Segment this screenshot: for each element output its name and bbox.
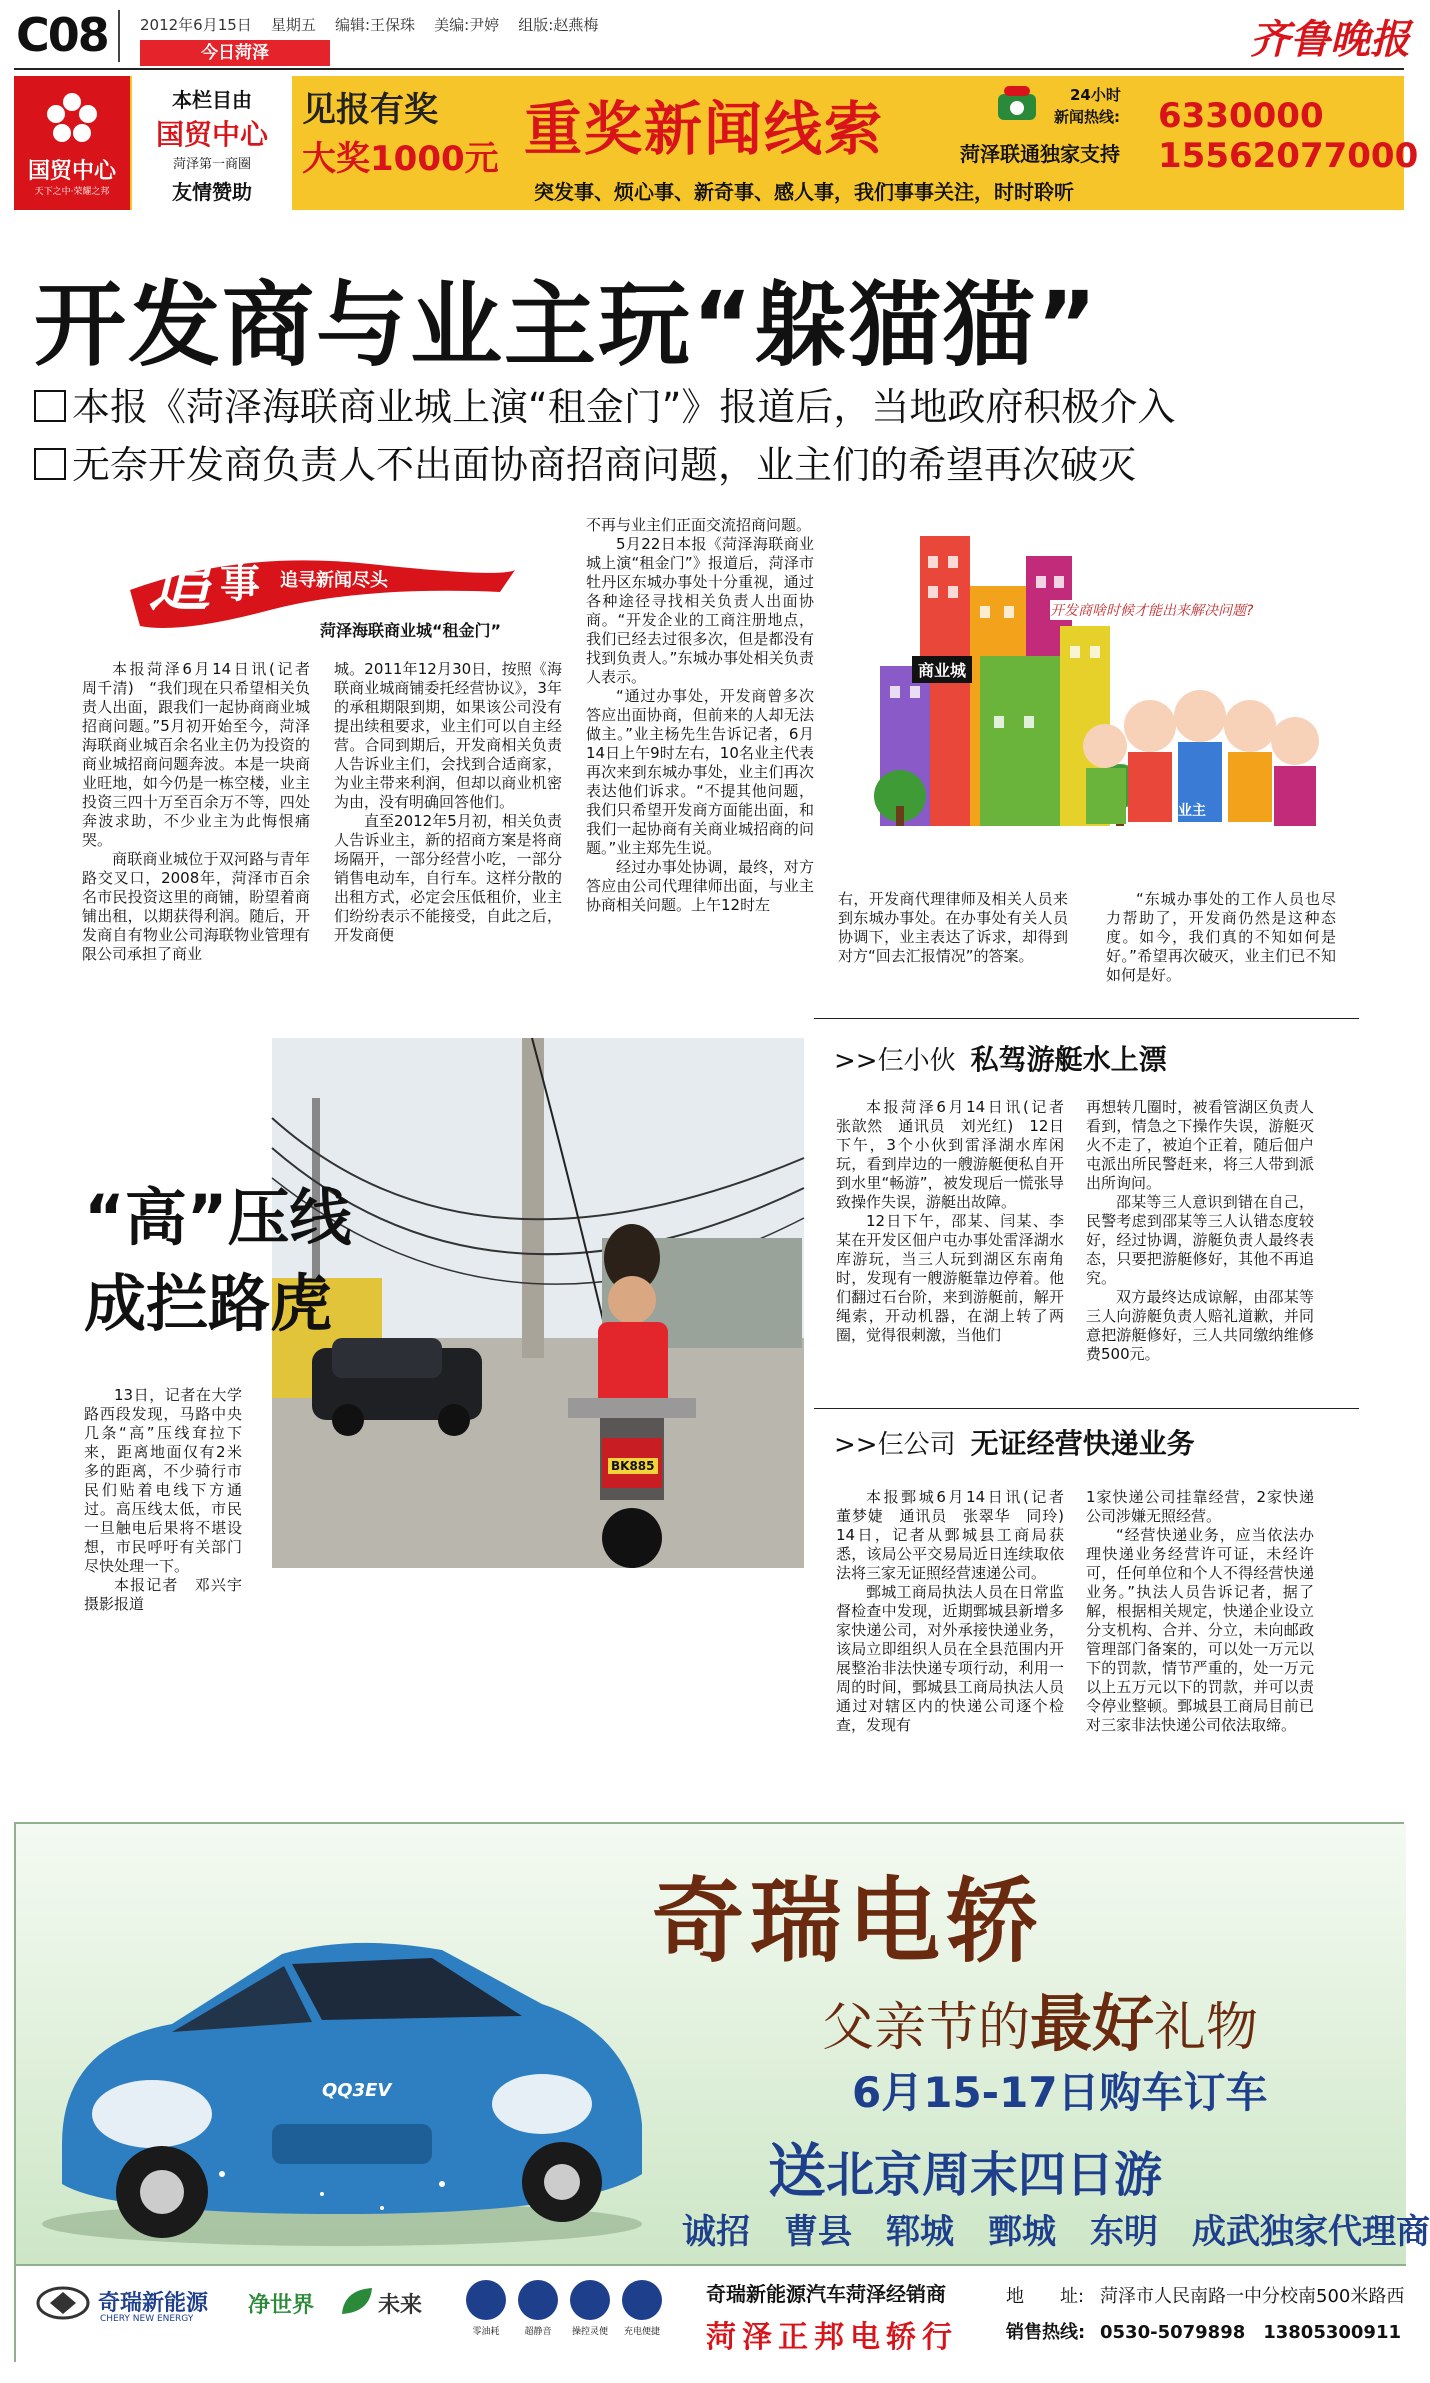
moto-plate: BK885 — [608, 1458, 658, 1474]
main-subhead-1-text: 本报《菏泽海联商业城上演“租金门”》报道后，当地政府积极介入 — [72, 385, 1176, 429]
ad-tagline — [822, 1974, 1258, 2063]
dealer-name-top: 奇瑞新能源汽车菏泽经销商 — [706, 2282, 946, 2306]
main-story-col3 — [586, 516, 814, 1012]
story3-colB — [1086, 1488, 1314, 1778]
cartoon-speech: 开发商啥时候才能出来解决问题? — [1050, 600, 1253, 620]
main-subhead-1 — [34, 376, 1175, 431]
reward-line1: 见报有奖 — [302, 90, 438, 130]
ad-gift-pre: 送 — [768, 2137, 827, 2205]
logo-weilai: 未来 — [378, 2293, 423, 2318]
main-headline: 开发商与业主玩“躲猫猫” — [34, 272, 1099, 379]
ad-headline: 重奖新闻线索 — [524, 95, 885, 163]
speaker-icon — [518, 2280, 558, 2320]
story3-headline: 无证经营快递业务 — [970, 1427, 1195, 1460]
cartoon-building-sign: 商业城 — [912, 656, 972, 683]
sponsor-name: 国贸中心 — [155, 118, 268, 151]
issue-weekday: 星期五 — [270, 16, 316, 34]
reward-line2: 大奖1000元 — [302, 139, 499, 179]
masthead-logo: 齐鲁晚报 — [1250, 16, 1410, 63]
page-header — [0, 0, 1417, 68]
followup-tag — [120, 530, 520, 640]
feature-label: 充电便捷 — [623, 2327, 660, 2337]
leaf-icon — [340, 2286, 374, 2316]
header-divider — [118, 10, 120, 62]
section-tab[interactable]: 今日菏泽 — [140, 40, 330, 66]
followup-tag-word: 事 — [220, 561, 260, 607]
paragraph: 1家快递公司挂靠经营，2家快递公司涉嫌无照经营。 — [1086, 1488, 1314, 1525]
paragraph: 双方最终达成谅解，由邵某等三人向游艇负责人赔礼道歉，并同意把游艇修好，三人共同缴纳维修费500元。 — [1086, 1288, 1314, 1363]
cartoon-illustration — [860, 516, 1336, 880]
paragraph: 再想转几圈时，被看管湖区负责人看到，情急之下操作失误，游艇灭火不走了，被迫个正着，随后佃户屯派出所民警赶来，将三人带到派出所询问。 — [1086, 1098, 1314, 1192]
story2-colB — [1086, 1098, 1314, 1388]
ad-gift — [768, 2124, 1162, 2208]
sales-hotline-label: 销售热线: — [1006, 2322, 1086, 2343]
car-image — [22, 1924, 662, 2254]
ad-footer — [16, 2264, 1406, 2366]
main-story-col2 — [334, 660, 562, 1012]
paragraph: 本报鄄城6月14日讯(记者 董梦婕 通讯员 张翠华 同玲) 14日，记者从鄄城县工商局获悉，该局公平交易局近日连续取依法将三家无证照经营速递公司。 — [836, 1488, 1080, 1582]
paragraph: 邵某等三人意识到错在自己，民警考虑到邵某等三人认错态度较好，经过协调，游艇负责人最终表态，只要把游艇修好，其他不再追究。 — [1086, 1193, 1314, 1287]
hotline-phone1[interactable]: 6330000 — [1158, 96, 1324, 136]
ad-dealers: 诚招 曹县 郓城 鄄城 东明 成武独家代理商 — [682, 2212, 1430, 2252]
editor-credit: 编辑:王保珠 — [334, 16, 416, 34]
photo-caption — [84, 1386, 258, 1613]
main-subhead-2-text: 无奈开发商负责人不出面协商招商问题，业主们的希望再次破灭 — [72, 443, 1137, 487]
feature-label: 操控灵便 — [571, 2327, 608, 2337]
cartoon-owner-label: 业主 — [1178, 803, 1206, 819]
news-photo — [272, 1038, 804, 1568]
sponsor-logo-block — [14, 76, 130, 210]
paragraph: 直至2012年5月初，相关负责人告诉业主，新的招商方案是将商场隔开，一部分经营小吃，一部分销售电动车，自行车。这样分散的出租方式，必定会压低租价，业主们纷纷表示不能接受，自此之后，开发商便 — [334, 812, 562, 944]
hotline-label1: 24小时 — [1070, 86, 1121, 104]
main-story-col1 — [82, 660, 326, 1012]
logo-jingshijie: 净世界 — [248, 2293, 315, 2318]
main-subhead-2 — [34, 434, 1136, 489]
paragraph: 本报菏泽6月14日讯(记者 张歆然 通讯员 刘光红) 12日下午，3个小伙到雷泽湖水库闲玩，看到岸边的一艘游艇便私自开到水里“畅游”，被发现后一慌张导致操作失误，游艇出故障。 — [836, 1098, 1080, 1211]
steering-icon — [570, 2280, 610, 2320]
phone-icon — [994, 84, 1040, 124]
ad-tagline-pre: 父亲节的 — [822, 1998, 1031, 2058]
layout-credit: 组版:赵燕梅 — [518, 16, 599, 34]
ad-tagline-em: 最好 — [1030, 1987, 1155, 2060]
sponsor-line3: 友情赞助 — [172, 180, 252, 204]
page-code: C08 — [16, 8, 108, 62]
paragraph: 商联商业城位于双河路与青年路交叉口，2008年，菏泽市百余名市民投资这里的商铺，盼望着商铺出租，以期获得利润。随后，开发商自有物业公司海联物业管理有限公司承担了商业 — [82, 850, 310, 963]
ad-gift-text: 北京周末四日游 — [826, 2147, 1163, 2203]
logo-chery-ne-en: CHERY NEW ENERGY — [100, 2314, 194, 2324]
story3-colA — [836, 1488, 1080, 1778]
feature-label: 超静音 — [524, 2327, 552, 2337]
paragraph: “东城办事处的工作人员也尽力帮助了，开发商仍然是这种态度。如今，我们真的不知如何是好。”希望再次破灭，业主们已不知如何是好。 — [1106, 890, 1336, 984]
plug-icon — [622, 2280, 662, 2320]
top-ad-banner[interactable] — [14, 76, 1419, 210]
paragraph: “经营快递业务，应当依法办理快递业务经营许可证，未经许可，任何单位和个人不得经营快递业务。”执法人员告诉记者，据了解，根据相关规定，快递企业设立分支机构、合并、分立，未向邮政管理部门备案的，可以处一万元以下的罚款，情节严重的，处一万元以上五万元以下的罚款，并可以责令停业整顿。鄄城县工商局目前已对三家非法快递公司依法取缔。 — [1086, 1526, 1314, 1734]
story2-heading — [834, 1038, 1167, 1078]
header-meta — [140, 14, 598, 35]
bottom-ad[interactable] — [14, 1822, 1430, 2362]
sponsor-line1: 本栏目由 — [172, 88, 252, 112]
followup-topic: 菏泽海联商业城“租金门” — [320, 621, 502, 640]
ad-support: 菏泽联通独家支持 — [960, 142, 1120, 166]
paragraph: 经过办事处协调，最终，对方答应由公司代理律师出面，与业主协商相关问题。上午12时左 — [586, 858, 814, 914]
photo-headline-2: 成拦路虎 — [84, 1267, 333, 1340]
ad-dates: 6月15-17日购车订车 — [852, 2068, 1268, 2117]
fuel-icon — [466, 2280, 506, 2320]
followup-tag-slogan: 追寻新闻尽头 — [280, 570, 388, 591]
checkbox-icon — [34, 390, 66, 422]
photo-credit: 本报记者 邓兴宇 摄影报道 — [84, 1576, 258, 1613]
paragraph: 13日，记者在大学路西段发现，马路中央几条“高”压线耷拉下来，距离地面仅有2米多的距离，不少骑行市民们贴着电线下方通过。高压线太低，市民一旦触电后果将不堪设想，市民呼吁有关部门尽快处理一下。 — [84, 1386, 242, 1575]
section-rule — [814, 1018, 1359, 1019]
story2-headline: 私驾游艇水上漂 — [970, 1043, 1167, 1076]
address-value: 菏泽市人民南路一中分校南500米路西 — [1100, 2286, 1405, 2307]
story-divider — [814, 1408, 1359, 1409]
main-story-col4 — [838, 890, 1068, 1012]
paragraph: 鄄城工商局执法人员在日常监督检查中发现，近期鄄城县新增多家快递公司，对外承接快递业务，该局立即组织人员在全县范围内开展整治非法快递专项行动，利用一周的时间，鄄城县工商局执法人员通过对辖区内的快递公司逐个检查，发现有 — [836, 1583, 1064, 1734]
sponsor-text-block — [132, 76, 292, 210]
ad-slogan: 突发事、烦心事、新奇事、感人事，我们事事关注，时时聆听 — [534, 180, 1074, 204]
main-story-col5 — [1106, 890, 1336, 1012]
ad-tagline-post: 礼物 — [1154, 1998, 1259, 2058]
car-badge: QQ3EV — [322, 2080, 392, 2101]
story3-kicker: >>仨公司 — [834, 1430, 956, 1460]
ad-brand: 奇瑞电轿 — [652, 1868, 1045, 1975]
paragraph: 右，开发商代理律师及相关人员来到东城办事处。在办事处有关人员协调下，业主表达了诉求，却得到对方“回去汇报情况”的答案。 — [838, 890, 1068, 965]
hotline-label2: 新闻热线: — [1054, 108, 1120, 126]
paragraph: 城。2011年12月30日，按照《海联商业城商铺委托经营协议》，3年的承租期限到期，如果该公司没有提出续租要求，业主们可以自主经营。合同到期后，开发商相关负责人告诉业主们，会找到合适商家，为业主带来利润，但却以商业机密为由，没有明确回答他们。 — [334, 660, 562, 811]
flower-logo-icon — [44, 90, 100, 146]
issue-date: 2012年6月15日 — [140, 16, 252, 34]
dealer-name: 菏泽正邦电轿行 — [706, 2320, 958, 2355]
checkbox-icon — [34, 448, 66, 480]
sponsor-sub: 菏泽第一商圈 — [172, 157, 251, 172]
chery-logo-icon — [36, 2286, 90, 2320]
paragraph: 5月22日本报《菏泽海联商业城上演“租金门”》报道后，菏泽市牡丹区东城办事处十分重视，通过各种途径寻找相关负责人出面协商。“开发企业的工商注册地点，我们已经去过很多次，但是都没有找到负责人。”东城办事处相关负责人表示。 — [586, 535, 814, 686]
paragraph: 12日下午，邵某、闫某、李某在开发区佃户屯办事处雷泽湖水库游玩，当三人玩到湖区东南角时，发现有一艘游艇靠边停着。他们翻过石台阶，来到游艇前，解开绳索，开动机器，在湖上转了两圈，觉得很刺激，当他们 — [836, 1212, 1064, 1344]
sponsor-logo-tagline: 天下之中·荣耀之邦 — [34, 187, 110, 197]
sales-hotline[interactable]: 0530-5079898 13805300911 — [1100, 2322, 1402, 2343]
followup-tag-big: 追 — [148, 547, 211, 620]
high-voltage-photo — [272, 1038, 804, 1568]
feature-label: 零油耗 — [472, 2327, 500, 2337]
sponsor-logo-text: 国贸中心 — [27, 159, 116, 184]
designer-credit: 美编:尹婷 — [434, 16, 500, 34]
cartoon-buildings-image — [860, 516, 1336, 880]
story3-heading — [834, 1422, 1195, 1462]
address-label: 地 址: — [1006, 2286, 1085, 2307]
paragraph: 不再与业主们正面交流招商问题。 — [586, 516, 812, 534]
feature-icons — [466, 2280, 666, 2350]
header-rule — [14, 68, 1404, 70]
story2-colA — [836, 1098, 1080, 1388]
paragraph: 本报菏泽6月14日讯(记者 周千清) “我们现在只希望相关负责人出面，跟我们一起协商商业城招商问题。”5月初开始至今，菏泽海联商业城百余名业主仍为投资的商业城招商问题奔波。本是一块商业旺地，如今仍是一栋空楼，业主投资三四十万至百余万不等，四处奔波求助，不少业主为此悔恨痛哭。 — [82, 660, 326, 849]
paragraph: “通过办事处，开发商曾多次答应出面协商，但前来的人却无法做主。”业主杨先生告诉记者，6月14日上午9时左右，10名业主代表再次来到东城办事处，业主们再次表达他们诉求。“不提其他问题，我们只希望开发商方面能出面，和我们一起协商有关商业城招商的问题。”业主郑先生说。 — [586, 687, 814, 857]
hotline-phone2[interactable]: 15562077000 — [1158, 136, 1419, 176]
story2-kicker: >>仨小伙 — [834, 1046, 956, 1076]
logo-chery-ne: 奇瑞新能源 — [98, 2291, 209, 2316]
reward-block — [302, 82, 512, 179]
photo-headline-1: “高”压线 — [84, 1181, 352, 1254]
